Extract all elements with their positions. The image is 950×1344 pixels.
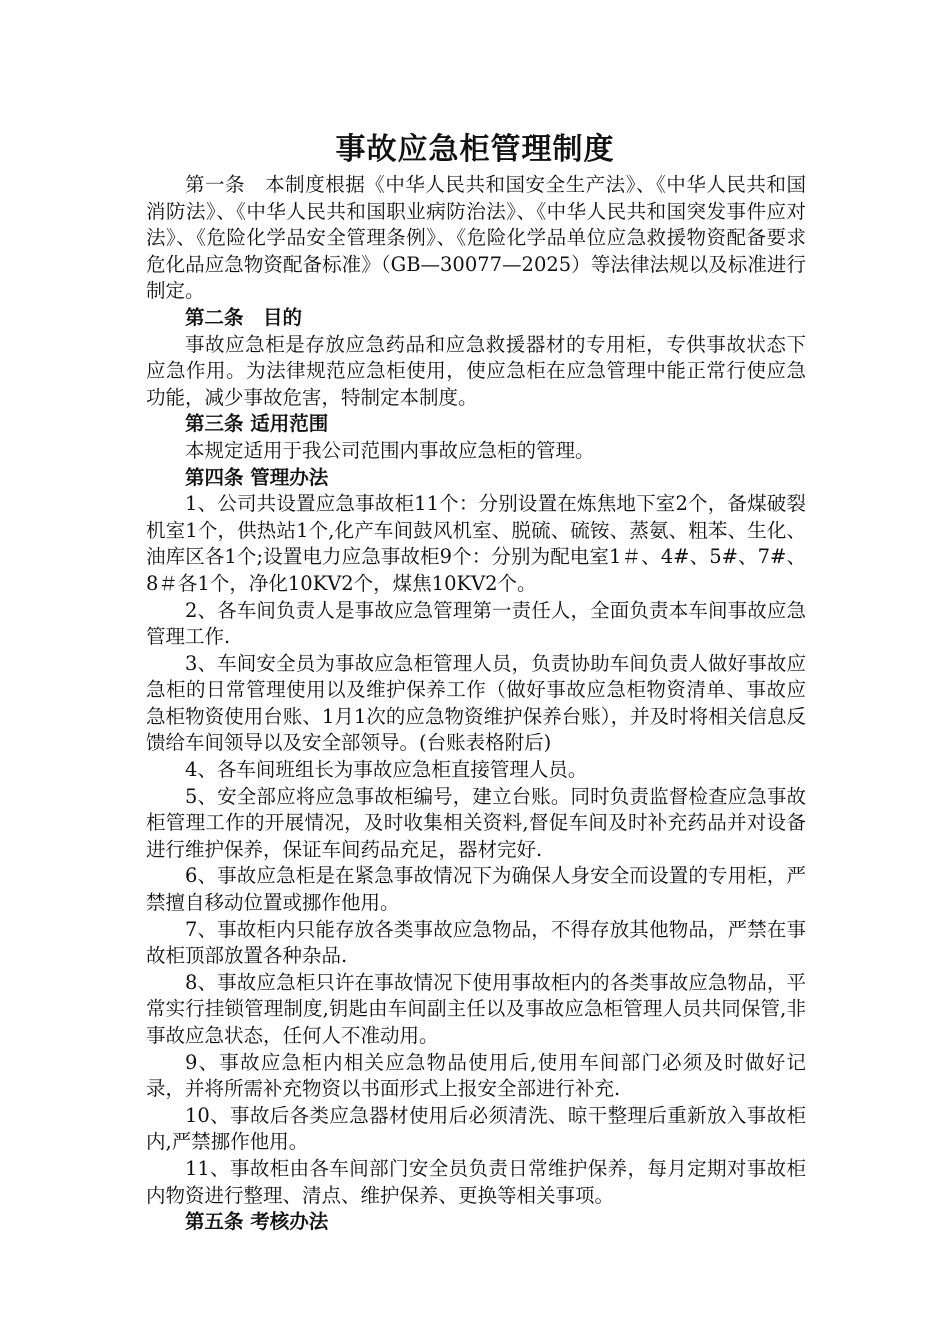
article-3-heading: 第三条 适用范围 [185,412,329,436]
article-4-item-1: 1、公司共设置应急事故柜11个：分别设置在炼焦地下室2个，备煤破裂机室1个，供热站1个,化产车间鼓风机室、脱硫、硫铵、蒸氨、粗苯、生化、油库区各1个;设置电力应急事故柜9个：分别为配电室1＃、4#、5#、7#、8＃各1个，净化10KV2个，煤焦10KV2个。 [146,492,806,595]
article-4-item-5: 5、安全部应将应急事故柜编号，建立台账。同时负责监督检查应急事故柜管理工作的开展情况，及时收集相关资料,督促车间及时补充药品并对设备进行维护保养，保证车间药品充足，器材完好. [146,784,806,861]
article-4-item-9: 9、事故应急柜内相关应急物品使用后,使用车间部门必须及时做好记录，并将所需补充物资以书面形式上报安全部进行补充. [146,1050,806,1101]
article-2-paragraph: 事故应急柜是存放应急药品和应急救援器材的专用柜，专供事故状态下应急作用。为法律规范应急柜使用，使应急柜在应急管理中能正常行使应急功能，减少事故危害，特制定本制度。 [146,332,806,409]
article-4-item-7: 7、事故柜内只能存放各类事故应急物品，不得存放其他物品，严禁在事故柜顶部放置各种杂品. [146,917,806,968]
article-4-item-10: 10、事故后各类应急器材使用后必须清洗、晾干整理后重新放入事故柜内,严禁挪作他用。 [146,1103,806,1154]
article-4-item-6: 6、事故应急柜是在紧急事故情况下为确保人身安全而设置的专用柜，严禁擅自移动位置或挪作他用。 [146,864,806,915]
article-4-item-8: 8、事故应急柜只许在事故情况下使用事故柜内的各类事故应急物品，平常实行挂锁管理制度,钥匙由车间副主任以及事故应急柜管理人员共同保管,非事故应急状态，任何人不准动用。 [146,970,806,1047]
article-4-item-2: 2、各车间负责人是事故应急管理第一责任人，全面负责本车间事故应急管理工作. [146,598,806,649]
article-4-heading: 第四条 管理办法 [185,465,329,489]
article-1-paragraph: 第一条 本制度根据《中华人民共和国安全生产法》、《中华人民共和国消防法》、《中华人民共和国职业病防治法》、《中华人民共和国突发事件应对法》、《危险化学品安全管理条例》、《危险化学品单位应急救援物资配备要求危化品应急物资配备标准》（GB—30077—2025）等法律法规以及标准进行制定。 [146,173,806,303]
document-title: 事故应急柜管理制度 [335,132,615,167]
article-4-item-3: 3、车间安全员为事故应急柜管理人员，负责协助车间负责人做好事故应急柜的日常管理使用以及维护保养工作（做好事故应急柜物资清单、事故应急柜物资使用台账、1月1次的应急物资维护保养台账），并及时将相关信息反馈给车间领导以及安全部领导。(台账表格附后) [146,651,806,755]
document-body [146,172,806,1236]
article-5-heading: 第五条 考核办法 [185,1210,329,1234]
article-2-heading: 第二条 目的 [185,305,303,329]
article-3-paragraph: 本规定适用于我公司范围内事故应急柜的管理。 [185,438,595,462]
article-4-item-11: 11、事故柜由各车间部门安全员负责日常维护保养，每月定期对事故柜内物资进行整理、清点、维护保养、更换等相关事项。 [146,1156,806,1207]
article-4-item-4: 4、各车间班组长为事故应急柜直接管理人员。 [185,758,588,782]
